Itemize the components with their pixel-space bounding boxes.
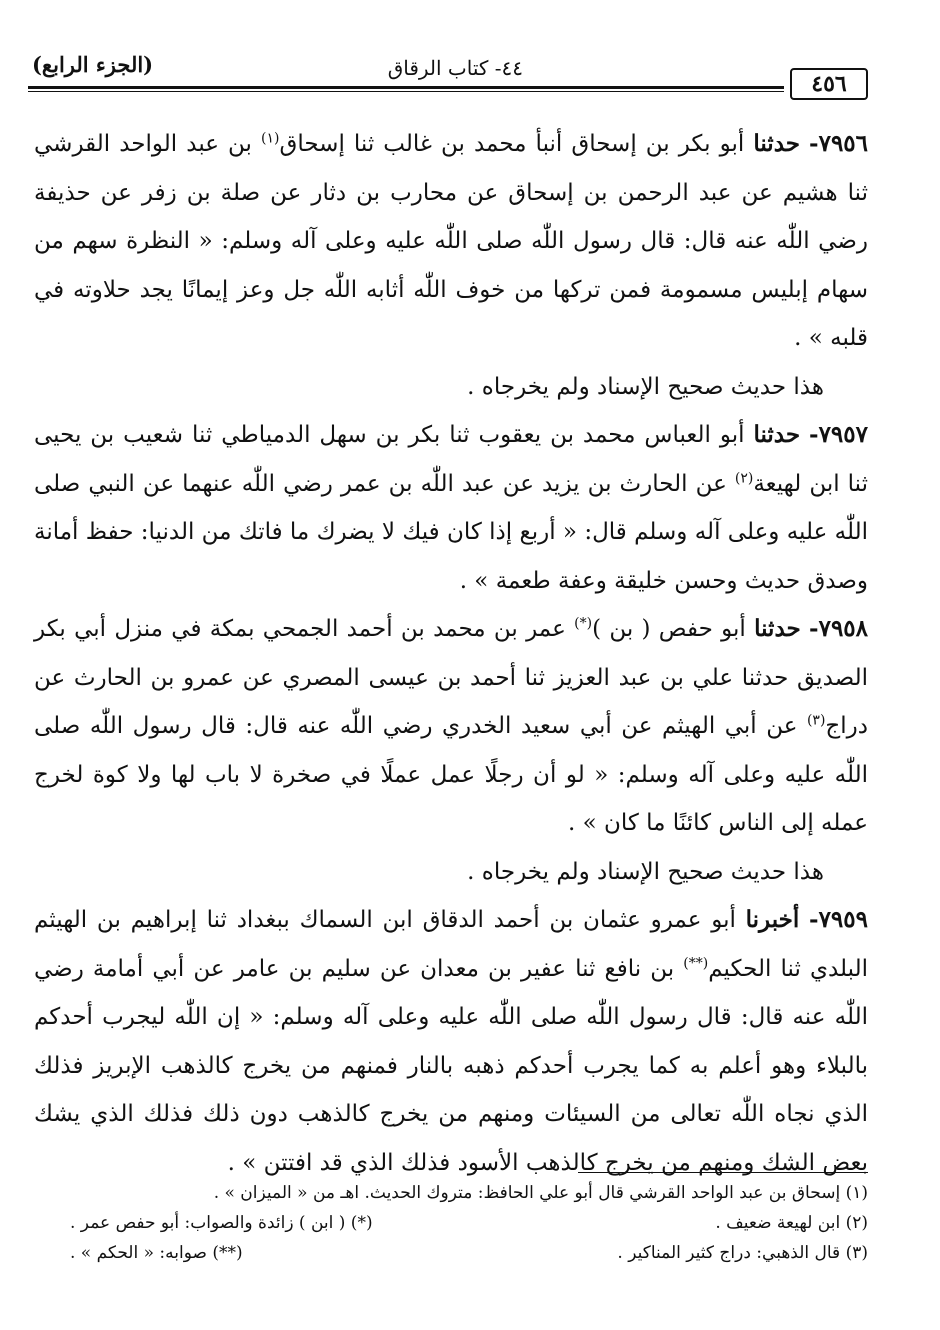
grading-note: هذا حديث صحيح الإسناد ولم يخرجاه . xyxy=(467,858,824,885)
narration-verb: أخبرنا xyxy=(745,906,800,933)
footnote-row xyxy=(60,1238,868,1268)
narration-verb: حدثنا xyxy=(754,615,801,642)
hadith-text: أبو عمرو عثمان بن أحمد الدقاق ابن السماك ببغداد ثنا إبراهيم بن الهيثم البلدي ثنا الحكيم xyxy=(34,907,868,982)
footnotes xyxy=(60,1178,868,1268)
footnote-rule xyxy=(578,1172,868,1173)
footnote-row xyxy=(60,1208,868,1238)
narration-verb: حدثنا xyxy=(753,130,800,157)
narration-verb: حدثنا xyxy=(753,421,801,448)
hadith-text: أبو حفص ( بن ) xyxy=(592,616,746,642)
footnote-star: (*) ( ابن ) زائدة والصواب: أبو حفص عمر . xyxy=(70,1213,373,1233)
footnote-marker: (*) xyxy=(574,615,593,632)
main-text xyxy=(34,120,868,1187)
page-header xyxy=(28,50,868,100)
hadith-7959 xyxy=(34,896,868,1187)
footnote-1: (١) إسحاق بن عبد الواحد القرشي قال أبو علي الحافظ: متروك الحديث. اهـ من « الميزان » . xyxy=(213,1183,868,1203)
grading-note: هذا حديث صحيح الإسناد ولم يخرجاه . xyxy=(467,373,824,400)
hadith-text: أبو بكر بن إسحاق أنبأ محمد بن غالب ثنا إسحاق xyxy=(279,131,745,157)
footnote-marker: (١) xyxy=(261,130,280,147)
footnote-marker: (٢) xyxy=(734,469,754,486)
header-rule xyxy=(28,86,784,92)
hadith-number: ٧٩٥٨- xyxy=(809,615,869,642)
hadith-text: عن أبي الهيثم عن أبي سعيد الخدري رضي اللّٰه عنه قال: قال رسول اللّٰه صلى اللّٰه عليه وعلى آله وسلم: « لو أن رجلًا عمل عملًا في صخرة لا باب لها ولا كوة لخرج عمله إلى الناس كائنًا ما كان » . xyxy=(34,713,868,836)
footnote-2: (٢) ابن لهيعة ضعيف . xyxy=(715,1213,868,1233)
footnote-double-star: (**) صوابه: « الحكم » . xyxy=(70,1243,243,1263)
book-title: ٤٤- كتاب الرقاق xyxy=(387,56,523,80)
footnote-row xyxy=(60,1178,868,1208)
hadith-7957 xyxy=(34,411,868,605)
hadith-text: عمر بن محمد بن أحمد الجمحي بمكة في منزل أبي بكر الصديق حدثنا علي بن عبد العزيز ثنا أحمد بن عيسى المصري عن عمرو بن الحارث عن دراج xyxy=(34,616,869,739)
footnote-marker: (**) xyxy=(683,954,709,971)
hadith-number: ٧٩٥٩- xyxy=(809,906,868,933)
hadith-text: بن نافع ثنا عفير بن معدان عن سليم بن عامر عن أبي أمامة رضي اللّٰه عنه قال: قال رسول اللّٰه صلى اللّٰه عليه وعلى آله وسلم: « إن اللّٰه ليجرب أحدكم بالبلاء وهو أعلم به كما يجرب أحدكم ذهبه بالنار فمنهم من يخرج كالذهب الإبريز فذلك الذي نجاه اللّٰه تعالى من السيئات ومنهم من يخرج كالذهب دون ذلك فذلك الذي يشك بعض الشك ومنهم من يخرج كالذهب الأسود فذلك الذي قد افتتن » . xyxy=(34,955,868,1176)
footnote-3: (٣) قال الذهبي: دراج كثير المناكير . xyxy=(617,1243,868,1263)
hadith-number: ٧٩٥٦- xyxy=(809,130,869,157)
hadith-text: بن عبد الواحد القرشي ثنا هشيم عن عبد الرحمن بن إسحاق عن محارب بن دثار عن صلة بن زفر عن حذيفة رضي اللّٰه عنه قال: قال رسول اللّٰه صلى اللّٰه عليه وعلى آله وسلم: « النظرة سهم من سهام إبليس مسمومة فمن تركها من خوف اللّٰه أثابه اللّٰه جل وعز إيمانًا يجد حلاوته في قلبه » . xyxy=(34,131,868,351)
hadith-number: ٧٩٥٧- xyxy=(809,421,868,448)
hadith-text: عن الحارث بن يزيد عن عبد اللّٰه بن عمر رضي اللّٰه عنهما عن النبي صلى اللّٰه عليه وعلى آله وسلم قال: « أربع إذا كان فيك لا يضرك ما فاتك من الدنيا: حفظ أمانة وصدق حديث وحسن خليقة وعفة طعمة » . xyxy=(34,470,868,594)
part-label: (الجزء الرابع) xyxy=(32,52,154,77)
hadith-7956 xyxy=(34,120,868,363)
footnote-marker: (٣) xyxy=(806,712,826,729)
page-number: ٤٥٦ xyxy=(790,68,868,100)
hadith-7958 xyxy=(34,605,868,848)
hadith-text: أبو العباس محمد بن يعقوب ثنا بكر بن سهل الدمياطي ثنا شعيب بن يحيى ثنا ابن لهيعة xyxy=(34,422,868,497)
